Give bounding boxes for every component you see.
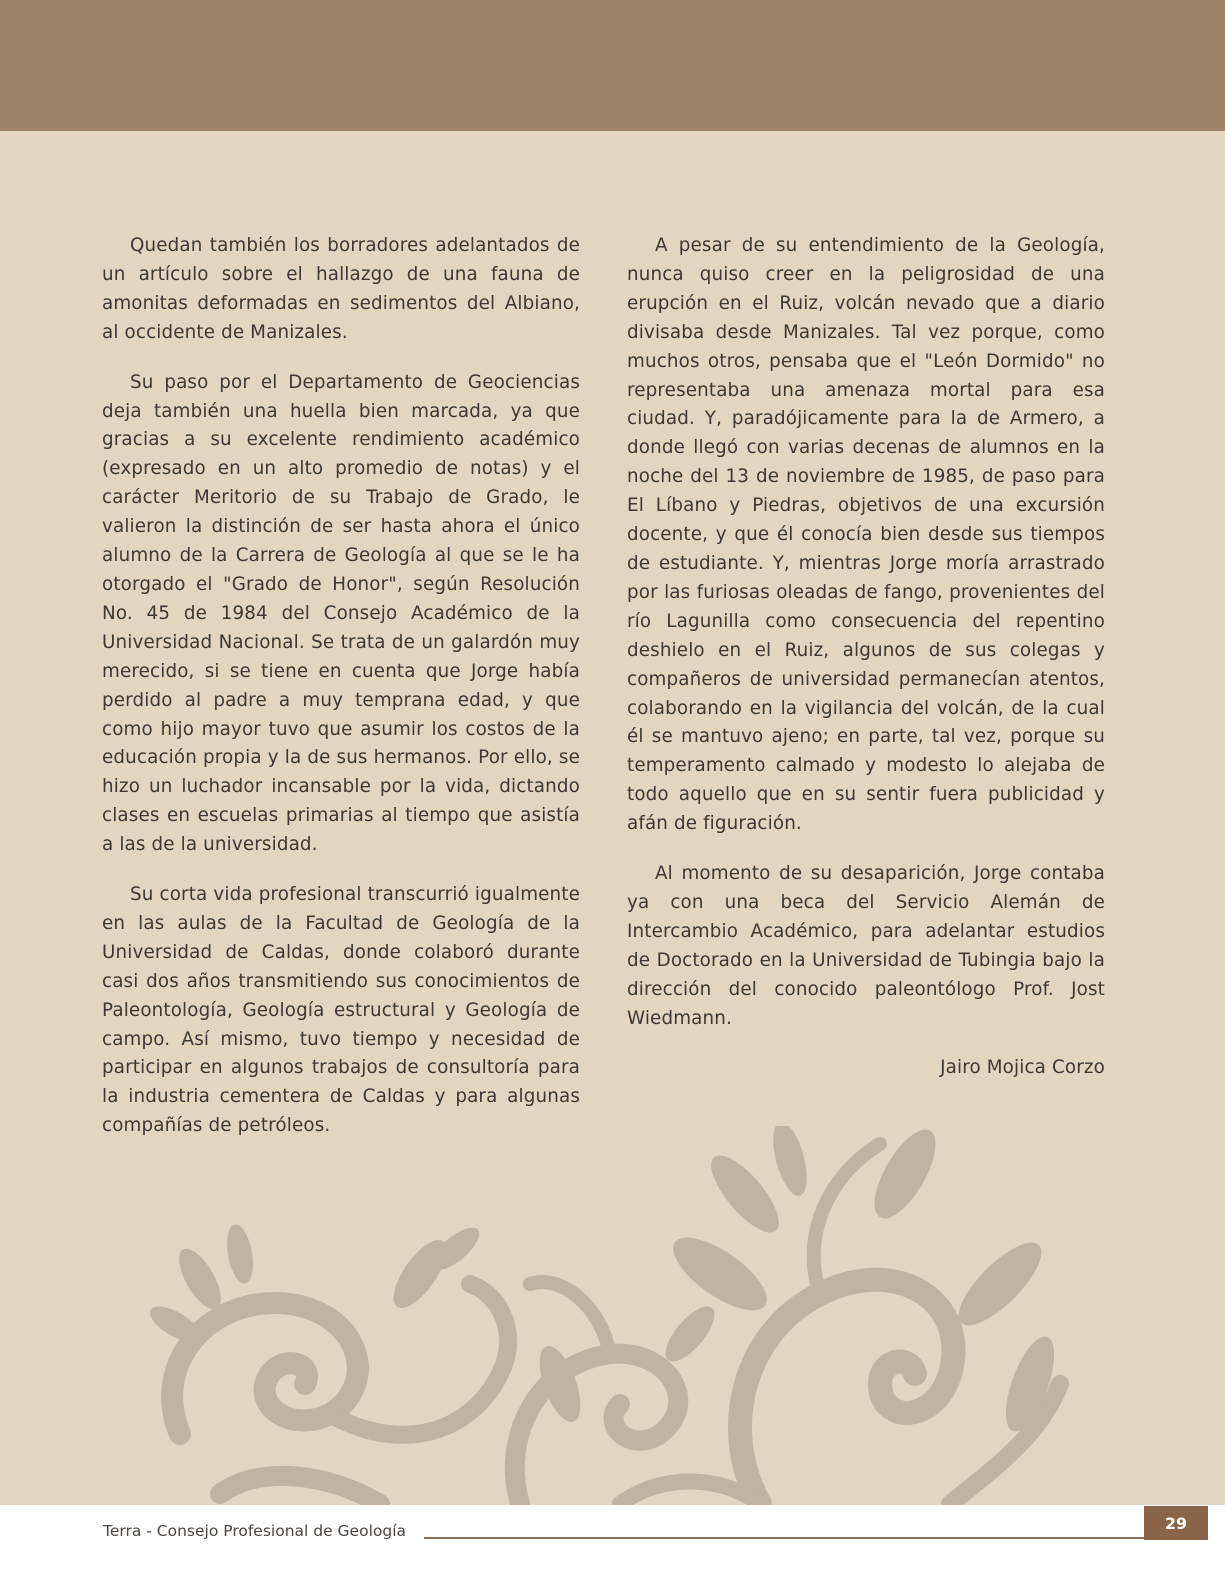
left-column — [102, 232, 580, 1162]
paragraph: Su paso por el Departamento de Geociencias deja también una huella bien marcada, ya que gracias a su excelente rendimiento académico (expresado en un alto promedio de notas) y el carácter Meritorio de su Trabajo de Grado, le valieron la distinción de ser hasta ahora el único alumno de la Carrera de Geología al que se le ha otorgado el "Grado de Honor", según Resolución No. 45 de 1984 del Consejo Académico de la Universidad Nacional. Se trata de un galardón muy merecido, si se tiene en cuenta que Jorge había perdido al padre a muy temprana edad, y que como hijo mayor tuvo que asumir los costos de la educación propia y la de sus hermanos. Por ello, se hizo un luchador incansable por la vida, dictando clases en escuelas primarias al tiempo que asistía a las de la universidad. — [102, 371, 580, 856]
right-column — [627, 232, 1105, 1104]
page-body — [0, 131, 1225, 1505]
floral-swirl-ornament-icon — [0, 1126, 1225, 1505]
publication-footer: Terra - Consejo Profesional de Geología — [103, 1522, 407, 1540]
author-signature: Jairo Mojica Corzo — [940, 1057, 1105, 1079]
paragraph: Al momento de su desaparición, Jorge contaba ya con una beca del Servicio Alemán de Intercambio Académico, para adelantar estudios de Doctorado en la Universidad de Tubingia bajo la dirección del conocido paleontólogo Prof. Jost Wiedmann. — [627, 863, 1105, 1029]
paragraph: A pesar de su entendimiento de la Geología, nunca quiso creer en la peligrosidad de una erupción en el Ruiz, volcán nevado que a diario divisaba desde Manizales. Tal vez porque, como muchos otros, pensaba que el "León Dormido" no representaba una amenaza mortal para esa ciudad. Y, paradójicamente para la de Armero, a donde llegó con varias decenas de alumnos en la noche del 13 de noviembre de 1985, de paso para El Líbano y Piedras, objetivos de una excursión docente, y que él conocía bien desde sus tiempos de estudiante. Y, mientras Jorge moría arrastrado por las furiosas oleadas de fango, provenientes del río Lagunilla como consecuencia del repentino deshielo en el Ruiz, algunos de sus colegas y compañeros de universidad permanecían atentos, colaborando en la vigilancia del volcán, de la cual él se mantuvo ajeno; en parte, tal vez, porque su temperamento calmado y modesto lo alejaba de todo aquello que en su sentir fuera publicidad y afán de figuración. — [627, 235, 1105, 835]
footer-rule — [424, 1537, 1144, 1539]
page-number: 29 — [1144, 1506, 1208, 1540]
header-band — [0, 0, 1225, 131]
paragraph: Su corta vida profesional transcurrió igualmente en las aulas de la Facultad de Geología de la Universidad de Caldas, donde colaboró durante casi dos años transmitiendo sus conocimientos de Paleontología, Geología estructural y Geología de campo. Así mismo, tuvo tiempo y necesidad de participar en algunos trabajos de consultoría para la industria cementera de Caldas y para algunas compañías de petróleos. — [102, 884, 580, 1137]
paragraph: Quedan también los borradores adelantados de un artículo sobre el hallazgo de una fauna de amonitas deformadas en sedimentos del Albiano, al occidente de Manizales. — [102, 235, 580, 343]
